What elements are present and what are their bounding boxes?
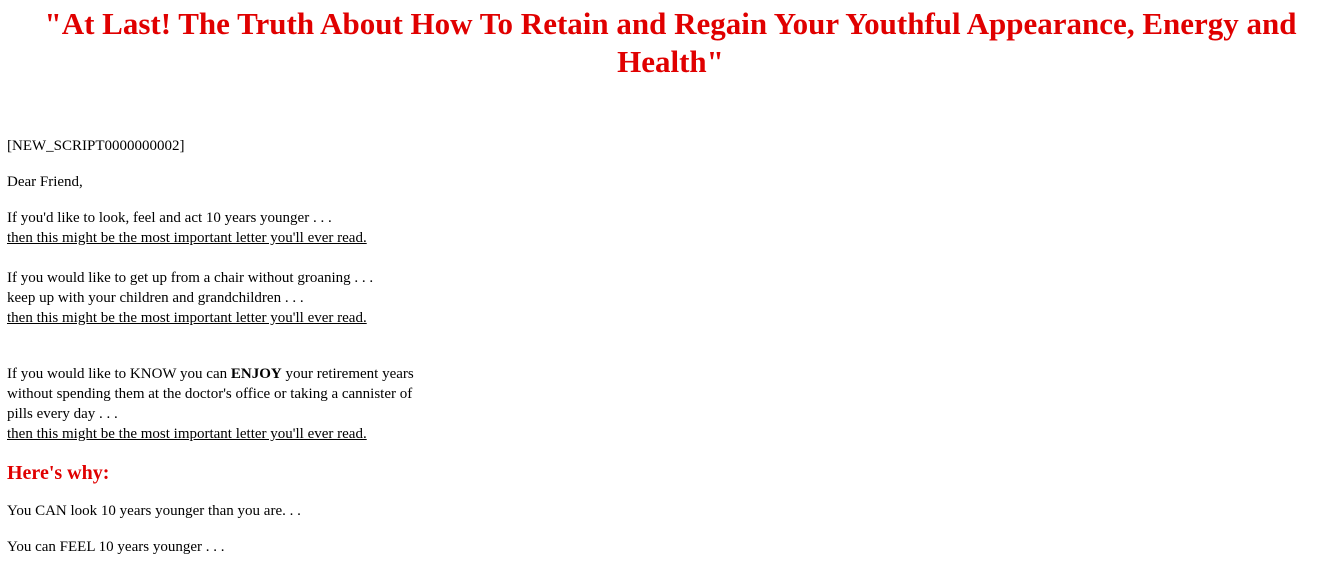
headline-line-1: "At Last! The Truth About How To Retain and Regain Your Youthful Appearance, Energy and (44, 6, 1297, 41)
para2-line1: If you would like to get up from a chair without groaning . . . (7, 270, 374, 286)
para3-line1-post: your retirement years (281, 366, 414, 382)
section-heading: Here's why: (7, 462, 110, 484)
para2-line2: keep up with your children and grandchildren . . . (7, 290, 304, 306)
para3-line4: then this might be the most important letter you'll ever read. (7, 426, 367, 442)
para3-line1-pre: If you would like to KNOW you can (7, 366, 231, 382)
para3-line2: without spending them at the doctor's office or taking a cannister of (7, 386, 413, 402)
script-placeholder: [NEW_SCRIPT0000000002] (7, 138, 185, 154)
para4: You CAN look 10 years younger than you are. . . (7, 503, 301, 519)
para3-line3: pills every day . . . (7, 406, 118, 422)
para2-line3: then this might be the most important letter you'll ever read. (7, 310, 367, 326)
greeting: Dear Friend, (7, 174, 83, 190)
para1-line1: If you'd like to look, feel and act 10 years younger . . . (7, 210, 332, 226)
page-headline (8, 5, 1333, 81)
para3-enjoy-bold: ENJOY (230, 366, 282, 382)
para3-line1 (7, 364, 414, 384)
para1-line2: then this might be the most important letter you'll ever read. (7, 230, 367, 246)
para5: You can FEEL 10 years younger . . . (7, 539, 225, 555)
headline-line-2: Health" (617, 44, 724, 79)
